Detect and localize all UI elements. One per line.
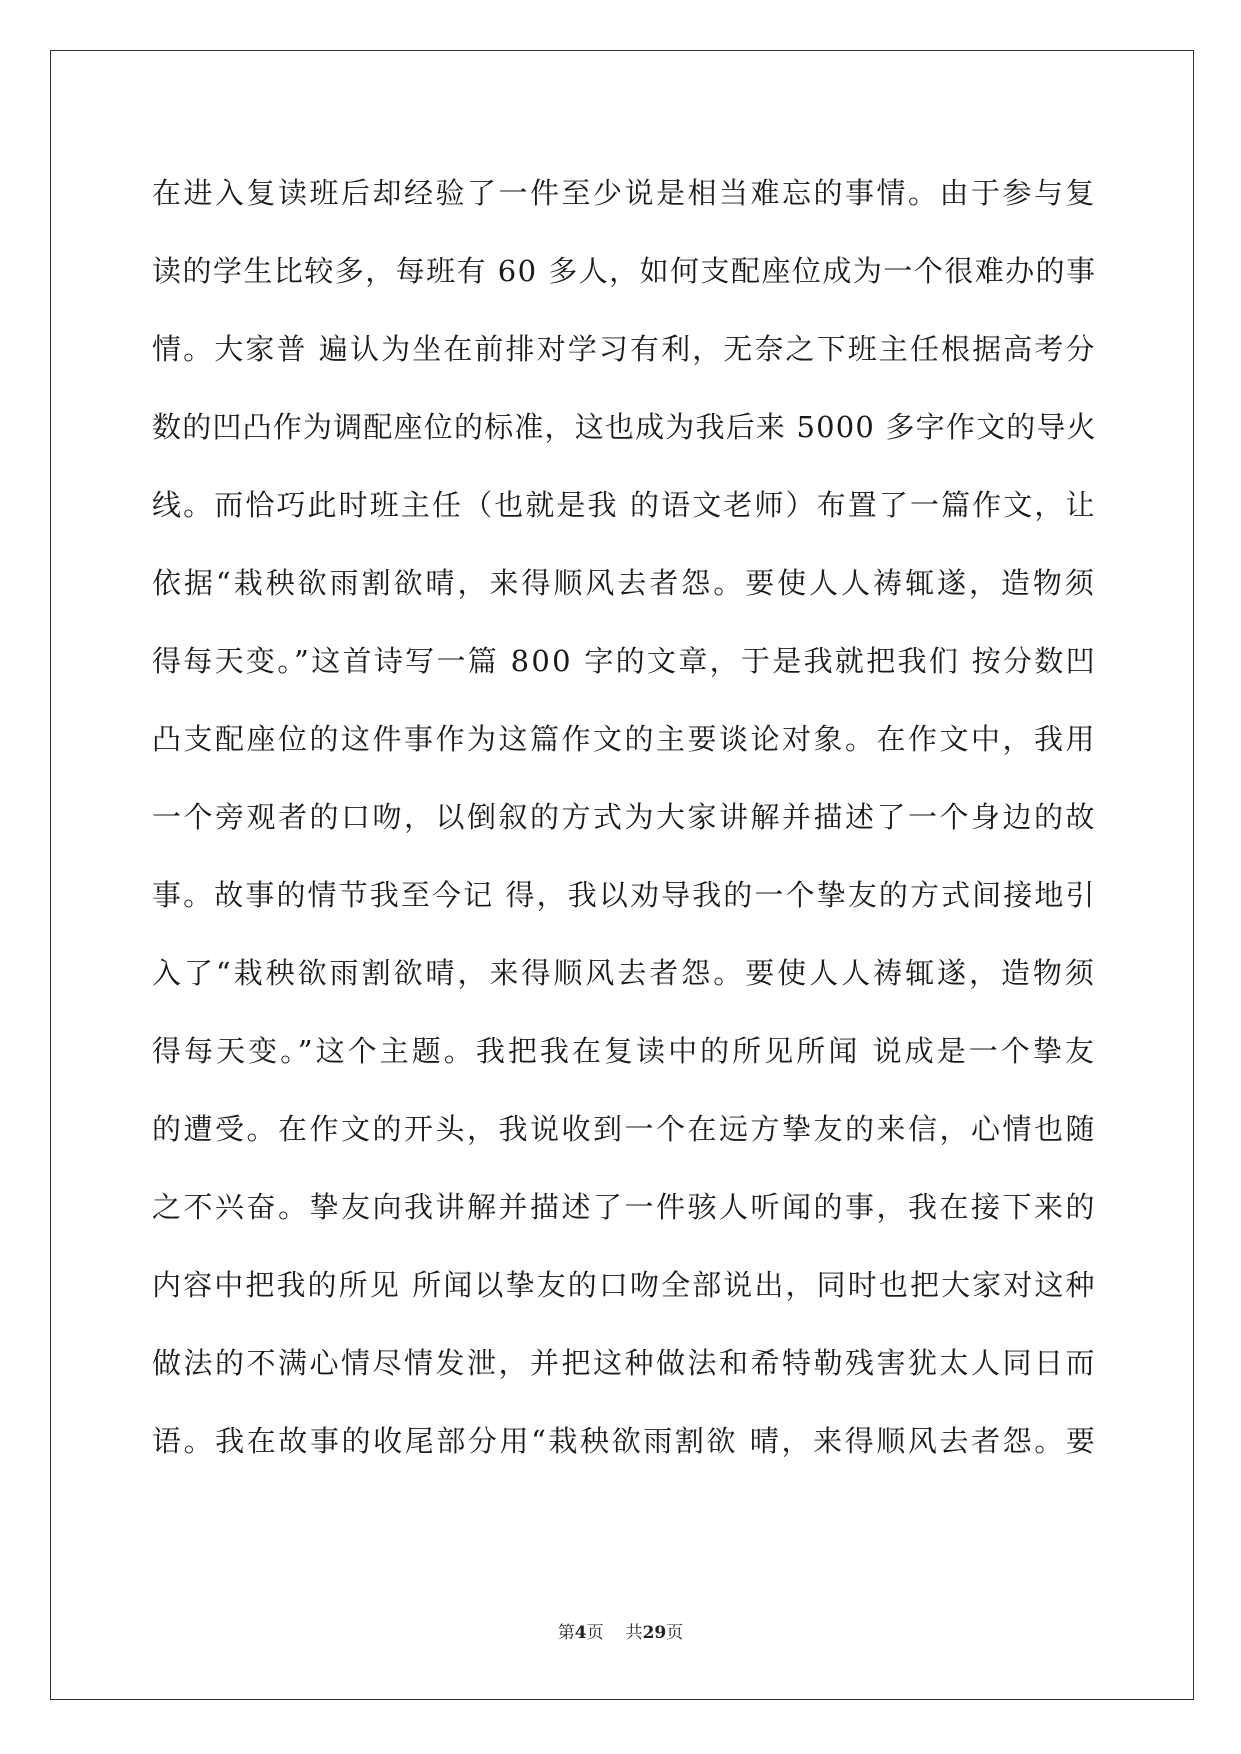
text-line: 读的学生比较多，每班有 60 多人，如何支配座位成为一个很难办的事 bbox=[152, 254, 1097, 288]
text-line: 依据“栽秧欲雨割欲晴，来得顺风去者怨。要使人人祷辄遂，造物须 bbox=[152, 566, 1097, 600]
text-line: 在进入复读班后却经验了一件至少说是相当难忘的事情。由于参与复 bbox=[152, 176, 1098, 210]
document-body bbox=[152, 166, 1097, 1492]
text-line: 线。而恰巧此时班主任（也就是我 的语文老师）布置了一篇作文，让 bbox=[152, 488, 1097, 522]
page-number-prefix: 第 bbox=[557, 1623, 575, 1643]
page-number-suffix: 页 bbox=[586, 1623, 604, 1643]
text-line: 得每天变。”这个主题。我把我在复读中的所见所闻 说成是一个挚友 bbox=[152, 1034, 1097, 1068]
text-line: 得每天变。”这首诗写一篇 800 字的文章，于是我就把我们 按分数凹 bbox=[152, 644, 1097, 678]
text-line: 语。我在故事的收尾部分用“栽秧欲雨割欲 晴，来得顺风去者怨。要 bbox=[152, 1424, 1098, 1458]
text-line: 凸支配座位的这件事作为这篇作文的主要谈论对象。在作文中，我用 bbox=[152, 722, 1098, 756]
text-line: 之不兴奋。挚友向我讲解并描述了一件骇人听闻的事，我在接下来的 bbox=[152, 1190, 1098, 1224]
text-line: 事。故事的情节我至今记 得，我以劝导我的一个挚友的方式间接地引 bbox=[152, 878, 1097, 912]
text-line: 入了“栽秧欲雨割欲晴，来得顺风去者怨。要使人人祷辄遂，造物须 bbox=[152, 956, 1097, 990]
text-line: 内容中把我的所见 所闻以挚友的口吻全部说出，同时也把大家对这种 bbox=[152, 1268, 1097, 1302]
total-pages: 29 bbox=[642, 1623, 667, 1643]
text-line: 情。大家普 遍认为坐在前排对学习有利，无奈之下班主任根据高考分 bbox=[152, 332, 1097, 366]
text-line: 的遭受。在作文的开头，我说收到一个在远方挚友的来信，心情也随 bbox=[152, 1112, 1098, 1146]
total-pages-suffix: 页 bbox=[666, 1623, 684, 1643]
total-pages-prefix: 共 bbox=[625, 1623, 643, 1643]
text-line: 一个旁观者的口吻，以倒叙的方式为大家讲解并描述了一个身边的故 bbox=[152, 800, 1098, 834]
text-line: 数的凹凸作为调配座位的标准，这也成为我后来 5000 多字作文的导火 bbox=[152, 410, 1097, 444]
page-footer bbox=[0, 1618, 1241, 1643]
text-line: 做法的不满心情尽情发泄，并把这种做法和希特勒残害犹太人同日而 bbox=[152, 1346, 1098, 1380]
page-number: 4 bbox=[574, 1623, 587, 1643]
